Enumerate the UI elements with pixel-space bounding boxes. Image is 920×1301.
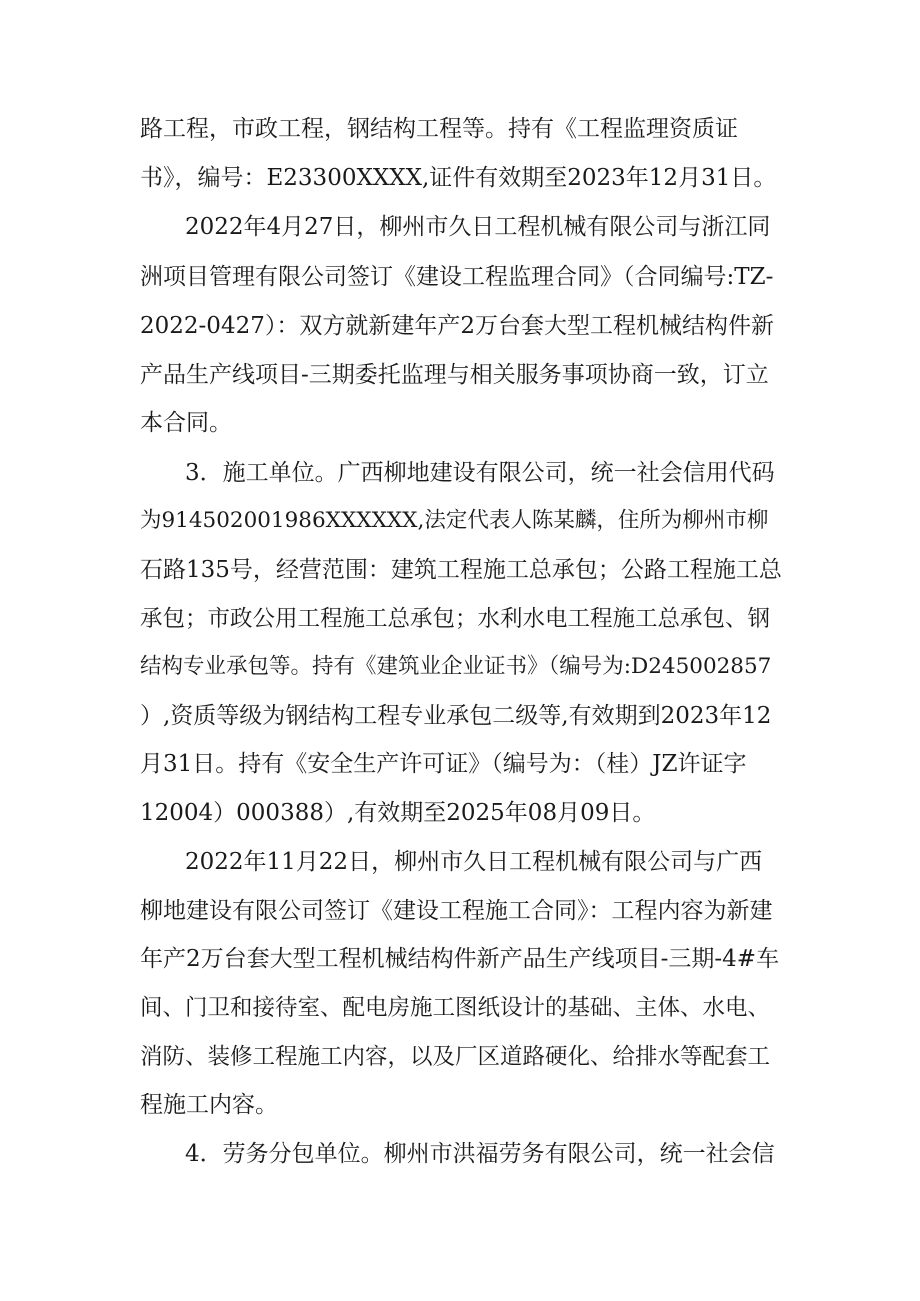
text-line: 书》，编号：E23300XXXX,证件有效期至2023年12月31日。 bbox=[140, 165, 777, 191]
text-line: 月31日。持有《安全生产许可证》（编号为：（桂）JZ许证字 bbox=[140, 751, 747, 777]
text-line: 本合同。 bbox=[140, 410, 232, 436]
section-heading-line: 4．劳务分包单位。柳州市洪福劳务有限公司，统一社会信 bbox=[185, 1141, 775, 1167]
text-line: 洲项目管理有限公司签订《建设工程监理合同》（合同编号:TZ- bbox=[140, 264, 774, 290]
text-line: 结构专业承包等。持有《建筑业企业证书》（编号为:D245002857 bbox=[140, 654, 772, 679]
text-line: 柳地建设有限公司签订《建设工程施工合同》：工程内容为新建 bbox=[140, 898, 773, 924]
text-line: 程施工内容。 bbox=[140, 1092, 278, 1118]
text-line: 石路135号，经营范围：建筑工程施工总承包；公路工程施工总 bbox=[140, 557, 782, 583]
section-heading-line: 3．施工单位。广西柳地建设有限公司，统一社会信用代码 bbox=[185, 460, 775, 486]
text-line: 产品生产线项目-三期委托监理与相关服务事项协商一致，订立 bbox=[140, 362, 769, 388]
paragraph-first-line: 2022年11月22日，柳州市久日工程机械有限公司与广西 bbox=[185, 849, 763, 875]
text-line: 12004）000388）,有效期至2025年08月09日。 bbox=[140, 800, 656, 826]
text-line: 承包；市政公用工程施工总承包；水利水电工程施工总承包、钢 bbox=[140, 606, 771, 632]
text-line: 为914502001986XXXXXX,法定代表人陈某麟，住所为柳州市柳 bbox=[140, 508, 769, 533]
text-line: 消防、装修工程施工内容，以及厂区道路硬化、给排水等配套工 bbox=[140, 1044, 771, 1070]
text-line: 间、门卫和接待室、配电房施工图纸设计的基础、主体、水电、 bbox=[140, 995, 771, 1021]
text-line: 路工程，市政工程，钢结构工程等。持有《工程监理资质证 bbox=[140, 116, 738, 142]
text-line: 年产2万台套大型工程机械结构件新产品生产线项目-三期-4#车 bbox=[140, 946, 780, 972]
paragraph-first-line: 2022年4月27日，柳州市久日工程机械有限公司与浙江同 bbox=[185, 214, 771, 240]
text-line: ）,资质等级为钢结构工程专业承包二级等,有效期到2023年12 bbox=[140, 703, 772, 729]
text-line: 2022-0427）：双方就新建年产2万台套大型工程机械结构件新 bbox=[140, 313, 774, 339]
